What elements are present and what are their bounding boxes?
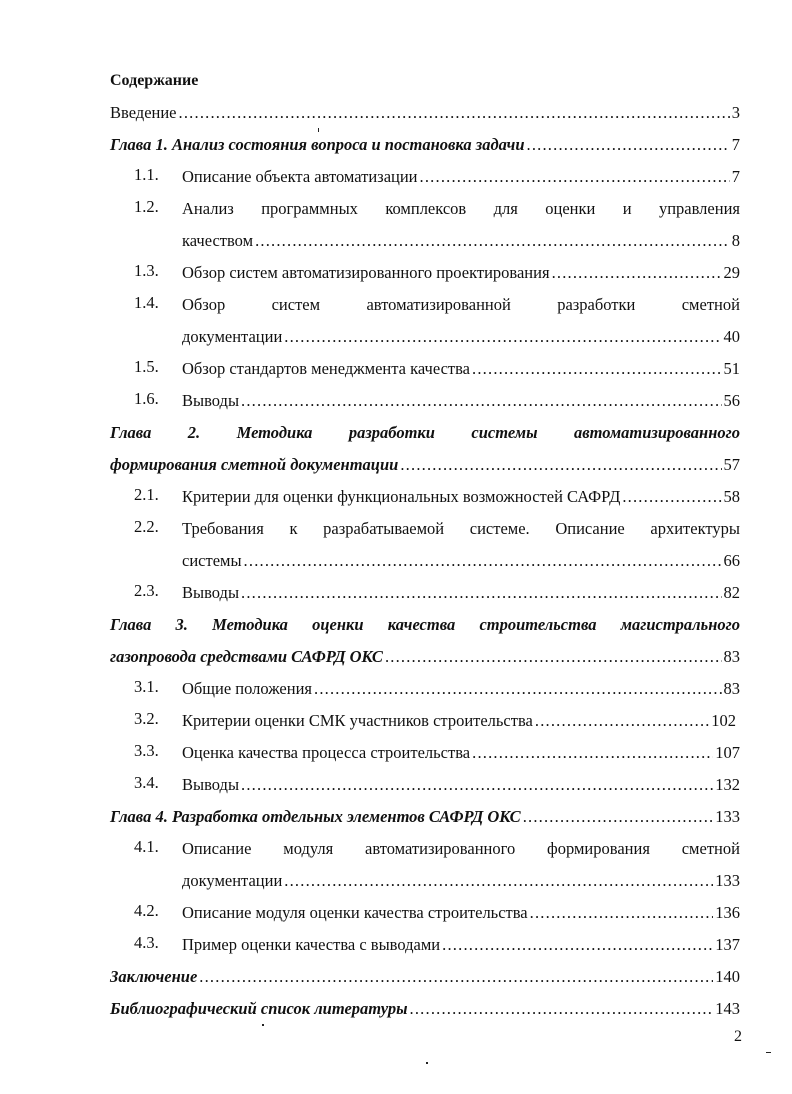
- toc-entry-page: 7: [731, 167, 740, 186]
- toc-section-number: 3.3.: [134, 741, 159, 760]
- toc-chapter-2-line1[interactable]: [110, 420, 740, 444]
- toc-conclusion[interactable]: [110, 964, 740, 988]
- toc-entry-title: Критерии оценки СМК участников строительства: [182, 711, 533, 730]
- toc-section-2-3[interactable]: [182, 580, 740, 604]
- toc-entry-page: 29: [723, 263, 740, 282]
- toc-leader-dots: [410, 998, 714, 1020]
- toc-entry-page: 102: [711, 711, 736, 730]
- toc-word: 3.: [175, 615, 188, 634]
- toc-leader-dots: [420, 166, 730, 188]
- toc-word: Глава: [110, 615, 152, 634]
- toc-section-number: 4.2.: [134, 901, 159, 920]
- toc-chapter-2-line2[interactable]: [110, 452, 740, 476]
- toc-word: оценки: [312, 615, 364, 634]
- toc-section-4-1-line2[interactable]: [182, 868, 740, 892]
- toc-section-number: 4.1.: [134, 837, 159, 856]
- toc-chapter-3-line1[interactable]: [110, 612, 740, 636]
- toc-section-number: 1.3.: [134, 261, 159, 280]
- toc-word: автоматизированного: [574, 423, 740, 442]
- toc-section-1-4-line1[interactable]: [182, 292, 740, 316]
- toc-word: Требования: [182, 519, 264, 538]
- toc-section-2-1[interactable]: [182, 484, 740, 508]
- toc-word: Глава: [110, 423, 152, 442]
- toc-section-number: 2.1.: [134, 485, 159, 504]
- toc-word: сметной: [681, 295, 740, 314]
- toc-leader-dots: [472, 742, 713, 764]
- toc-leader-dots: [400, 454, 721, 476]
- toc-entry-title: Общие положения: [182, 679, 312, 698]
- toc-section-1-5[interactable]: [182, 356, 740, 380]
- toc-entry-title: Описание объекта автоматизации: [182, 167, 418, 186]
- toc-word: оценки: [545, 199, 596, 218]
- toc-section-number: 1.1.: [134, 165, 159, 184]
- toc-word: Обзор: [182, 295, 226, 314]
- toc-leader-dots: [622, 486, 721, 508]
- toc-word: строительства: [479, 615, 597, 634]
- toc-word: разработки: [348, 423, 435, 442]
- toc-entry-title: системы: [182, 551, 242, 570]
- toc-chapter-3-line2[interactable]: [110, 644, 740, 668]
- toc-entry-title: Глава 4. Разработка отдельных элементов САФРД ОКС: [110, 807, 521, 826]
- toc-leader-dots: [241, 390, 721, 412]
- toc-section-3-2[interactable]: [182, 708, 736, 732]
- toc-entry-page: 40: [723, 327, 740, 346]
- toc-entry-title: Введение: [110, 103, 177, 122]
- toc-entry-intro[interactable]: [110, 100, 740, 124]
- toc-entry-title: формирования сметной документации: [110, 455, 399, 474]
- toc-leader-dots: [442, 934, 713, 956]
- toc-entry-page: 140: [715, 967, 740, 986]
- toc-word: 2.: [187, 423, 201, 442]
- toc-leader-dots: [179, 102, 730, 124]
- scan-speck: [766, 1052, 771, 1053]
- toc-section-3-4[interactable]: [182, 772, 740, 796]
- toc-entry-title: Критерии для оценки функциональных возможностей САФРД: [182, 487, 621, 506]
- toc-entry-title: Обзор стандартов менеджмента качества: [182, 359, 471, 378]
- toc-word: Анализ: [182, 199, 234, 218]
- toc-word: автоматизированной: [366, 295, 511, 314]
- toc-entry-title: Оценка качества процесса строительства: [182, 743, 471, 762]
- toc-entry-page: 83: [723, 647, 740, 666]
- toc-section-number: 4.3.: [134, 933, 159, 952]
- toc-word: управления: [658, 199, 740, 218]
- toc-leader-dots: [527, 134, 730, 156]
- toc-entry-page: 136: [715, 903, 740, 922]
- toc-leader-dots: [241, 774, 713, 796]
- toc-entry-page: 7: [731, 135, 740, 154]
- toc-leader-dots: [314, 678, 722, 700]
- toc-word: разработки: [557, 295, 636, 314]
- toc-leader-dots: [385, 646, 722, 668]
- toc-entry-title: газопровода средствами САФРД ОКС: [110, 647, 383, 666]
- toc-leader-dots: [472, 358, 721, 380]
- toc-section-number: 1.6.: [134, 389, 159, 408]
- toc-entry-page: 66: [723, 551, 740, 570]
- toc-section-number: 2.2.: [134, 517, 159, 536]
- toc-section-number: 1.4.: [134, 293, 159, 312]
- toc-word: архитектуры: [650, 519, 740, 538]
- toc-section-4-2[interactable]: [182, 900, 740, 924]
- toc-word: Методика: [236, 423, 313, 442]
- toc-entry-page: 133: [715, 807, 740, 826]
- toc-word: сметной: [681, 839, 740, 858]
- toc-leader-dots: [535, 710, 709, 732]
- toc-word: и: [622, 199, 632, 218]
- toc-section-4-3[interactable]: [182, 932, 740, 956]
- toc-entry-title: Обзор систем автоматизированного проектирования: [182, 263, 550, 282]
- toc-entry-page: 57: [723, 455, 740, 474]
- toc-entry-title: Библиографический список литературы: [110, 999, 408, 1018]
- toc-leader-dots: [284, 870, 713, 892]
- toc-entry-page: 107: [715, 743, 740, 762]
- toc-word: Методика: [212, 615, 288, 634]
- toc-word: системы: [471, 423, 538, 442]
- toc-section-3-3[interactable]: [182, 740, 740, 764]
- toc-word: для: [493, 199, 518, 218]
- toc-leader-dots: [552, 262, 722, 284]
- toc-entry-page: 133: [715, 871, 740, 890]
- toc-entry-title: Выводы: [182, 391, 240, 410]
- toc-leader-dots: [284, 326, 721, 348]
- toc-entry-page: 132: [715, 775, 740, 794]
- toc-section-3-1[interactable]: [182, 676, 740, 700]
- toc-word: автоматизированного: [365, 839, 516, 858]
- toc-section-number: 2.3.: [134, 581, 159, 600]
- toc-entry-title: Пример оценки качества с выводами: [182, 935, 441, 954]
- toc-word: систем: [271, 295, 321, 314]
- toc-section-1-2-line1[interactable]: [182, 196, 740, 220]
- toc-section-number: 3.2.: [134, 709, 159, 728]
- toc-entry-page: 51: [723, 359, 740, 378]
- toc-section-2-2-line2[interactable]: [182, 548, 740, 572]
- toc-entry-title: документации: [182, 871, 283, 890]
- toc-bibliography[interactable]: [110, 996, 740, 1020]
- toc-word: комплексов: [385, 199, 467, 218]
- toc-word: формирования: [547, 839, 650, 858]
- toc-chapter-1[interactable]: [110, 132, 740, 156]
- toc-entry-page: 82: [723, 583, 740, 602]
- toc-entry-page: 143: [715, 999, 740, 1018]
- toc-entry-title: Заключение: [110, 967, 198, 986]
- toc-leader-dots: [523, 806, 714, 828]
- toc-entry-title: Глава 1. Анализ состояния вопроса и постановка задачи: [110, 135, 525, 154]
- toc-chapter-4[interactable]: [110, 804, 740, 828]
- toc-entry-page: 137: [715, 935, 740, 954]
- toc-word: Описание: [555, 519, 625, 538]
- toc-section-1-3[interactable]: [182, 260, 740, 284]
- toc-word: модуля: [283, 839, 334, 858]
- scan-speck: [426, 1062, 428, 1064]
- toc-section-1-1[interactable]: [182, 164, 740, 188]
- toc-word: качества: [387, 615, 456, 634]
- toc-entry-title: Выводы: [182, 583, 240, 602]
- toc-section-number: 3.1.: [134, 677, 159, 696]
- page-number: 2: [734, 1028, 742, 1045]
- toc-leader-dots: [199, 966, 713, 988]
- toc-entry-title: Описание модуля оценки качества строительства: [182, 903, 528, 922]
- toc-word: разрабатываемой: [323, 519, 445, 538]
- toc-entry-page: 8: [731, 231, 740, 250]
- toc-word: к: [289, 519, 298, 538]
- toc-word: магистрального: [620, 615, 740, 634]
- toc-section-1-4-line2[interactable]: [182, 324, 740, 348]
- toc-entry-page: 83: [723, 679, 740, 698]
- toc-section-number: 1.2.: [134, 197, 159, 216]
- toc-entry-page: 58: [723, 487, 740, 506]
- toc-word: программных: [261, 199, 358, 218]
- scan-speck: [318, 128, 319, 132]
- scan-speck: [262, 1024, 264, 1026]
- toc-leader-dots: [244, 550, 722, 572]
- toc-section-1-2-line2[interactable]: [182, 228, 740, 252]
- toc-entry-title: документации: [182, 327, 283, 346]
- page-title: Содержание: [110, 72, 199, 89]
- toc-word: Описание: [182, 839, 252, 858]
- toc-section-number: 1.5.: [134, 357, 159, 376]
- toc-entry-title: качеством: [182, 231, 254, 250]
- toc-entry-page: 56: [723, 391, 740, 410]
- toc-section-2-2-line1[interactable]: [182, 516, 740, 540]
- toc-word: системе.: [469, 519, 530, 538]
- toc-leader-dots: [241, 582, 721, 604]
- toc-leader-dots: [530, 902, 714, 924]
- toc-section-1-6[interactable]: [182, 388, 740, 412]
- toc-leader-dots: [255, 230, 730, 252]
- toc-section-4-1-line1[interactable]: [182, 836, 740, 860]
- toc-entry-title: Выводы: [182, 775, 240, 794]
- toc-section-number: 3.4.: [134, 773, 159, 792]
- toc-entry-page: 3: [731, 103, 740, 122]
